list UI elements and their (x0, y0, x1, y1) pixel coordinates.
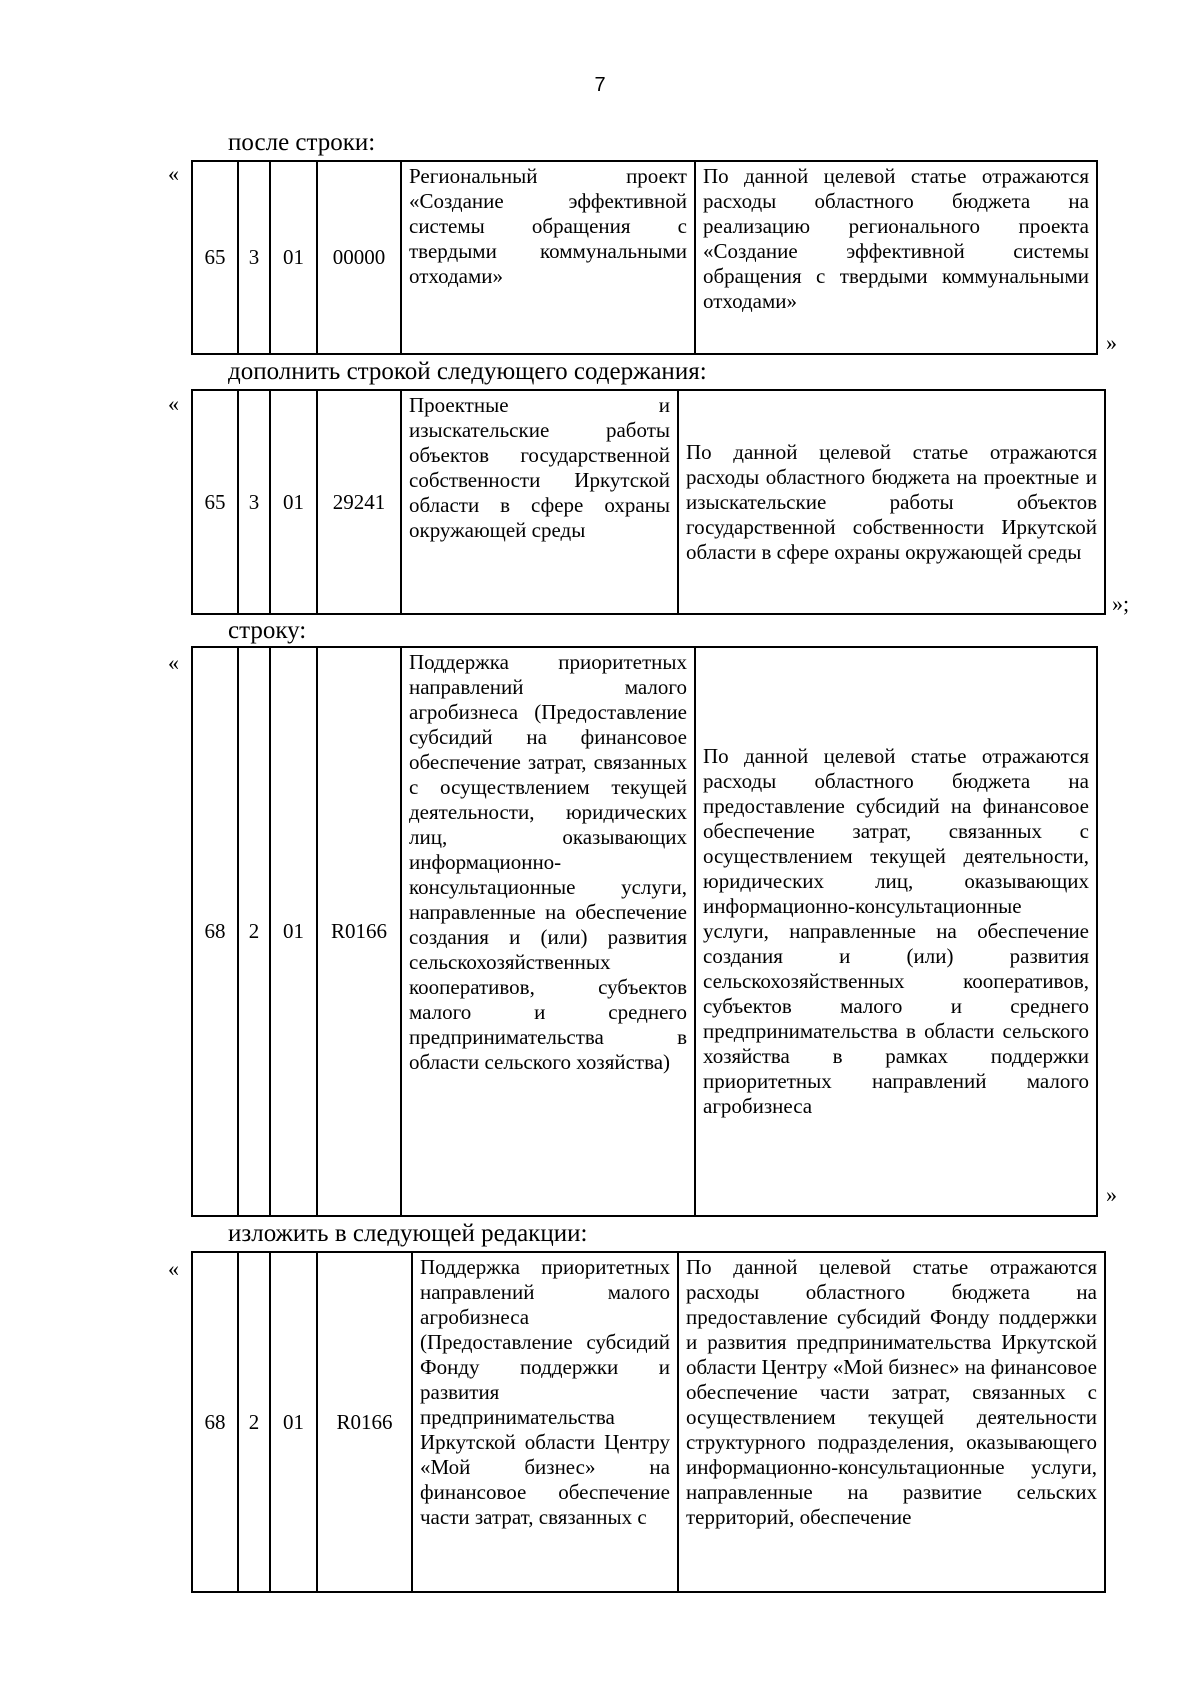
code-cell: 68 (192, 647, 238, 1216)
article-name-cell: Региональный проект «Создание эффективной системы обращения с твердыми коммунальными отходами» (401, 161, 695, 354)
table-row (192, 647, 1097, 1216)
section-3-lead: строку: (228, 617, 307, 644)
code-cell: 65 (192, 390, 238, 614)
open-quote: « (168, 391, 179, 416)
close-quote: » (1106, 330, 1117, 355)
code-cell: 2 (238, 647, 270, 1216)
close-quote: » (1106, 1182, 1117, 1207)
section-4-lead: изложить в следующей редакции: (228, 1220, 588, 1247)
budget-table-3 (191, 646, 1098, 1217)
open-quote: « (168, 1256, 179, 1281)
close-quote: »; (1112, 591, 1130, 616)
code-cell: 3 (238, 390, 270, 614)
code-cell: 2 (238, 1252, 270, 1592)
table-row (192, 390, 1105, 614)
page-number: 7 (594, 74, 606, 96)
code-cell: 68 (192, 1252, 238, 1592)
code-cell: 3 (238, 161, 270, 354)
code-cell: 29241 (317, 390, 401, 614)
code-cell: 01 (270, 1252, 317, 1592)
budget-table-4 (191, 1251, 1106, 1593)
article-description-cell: По данной целевой статье отражаются расходы областного бюджета на проектные и изыскательские работы объектов государственной собственности Иркутской области в сфере охраны окружающей среды (678, 390, 1105, 614)
code-cell: R0166 (317, 1252, 412, 1592)
article-name-cell: Поддержка приоритетных направлений малого агробизнеса (Предоставление субсидий на финансовое обеспечение затрат, связанных с осуществлением текущей деятельности, юридических лиц, оказывающих информационно-консультационные услуги, направленные на обеспечение создания и (или) развития сельскохозяйственных кооперативов, субъектов малого и среднего предпринимательства в области сельского хозяйства) (401, 647, 695, 1216)
section-2-lead: дополнить строкой следующего содержания: (228, 358, 707, 385)
open-quote: « (168, 161, 179, 186)
section-1-lead: после строки: (228, 129, 376, 156)
budget-table-2 (191, 389, 1106, 615)
code-cell: R0166 (317, 647, 401, 1216)
code-cell: 01 (270, 390, 317, 614)
code-cell: 01 (270, 161, 317, 354)
code-cell: 65 (192, 161, 238, 354)
code-cell: 00000 (317, 161, 401, 354)
article-name-cell: Поддержка приоритетных направлений малого агробизнеса (Предоставление субсидий Фонду поддержки и развития предпринимательства Иркутской области Центру «Мой бизнес» на финансовое обеспечение части затрат, связанных с (412, 1252, 678, 1592)
article-description-cell: По данной целевой статье отражаются расходы областного бюджета на предоставление субсидий на финансовое обеспечение затрат, связанных с осуществлением текущей деятельности, юридических лиц, оказывающих информационно-консультационные услуги, направленные на обеспечение создания и (или) развития сельскохозяйственных кооперативов, субъектов малого и среднего предпринимательства в области сельского хозяйства в рамках поддержки приоритетных направлений малого агробизнеса (695, 647, 1097, 1216)
table-row (192, 1252, 1105, 1592)
budget-table-1 (191, 160, 1098, 355)
table-row (192, 161, 1097, 354)
article-description-cell: По данной целевой статье отражаются расходы областного бюджета на предоставление субсидий Фонду поддержки и развития предпринимательства Иркутской области Центру «Мой бизнес» на финансовое обеспечение части затрат, связанных с осуществлением текущей деятельности структурного подразделения, оказывающего информационно-консультационные услуги, направленные на развитие сельских территорий, обеспечение (678, 1252, 1105, 1592)
article-description-cell: По данной целевой статье отражаются расходы областного бюджета на реализацию регионального проекта «Создание эффективной системы обращения с твердыми коммунальными отходами» (695, 161, 1097, 354)
article-name-cell: Проектные и изыскательские работы объектов государственной собственности Иркутской области в сфере охраны окружающей среды (401, 390, 678, 614)
code-cell: 01 (270, 647, 317, 1216)
open-quote: « (168, 650, 179, 675)
